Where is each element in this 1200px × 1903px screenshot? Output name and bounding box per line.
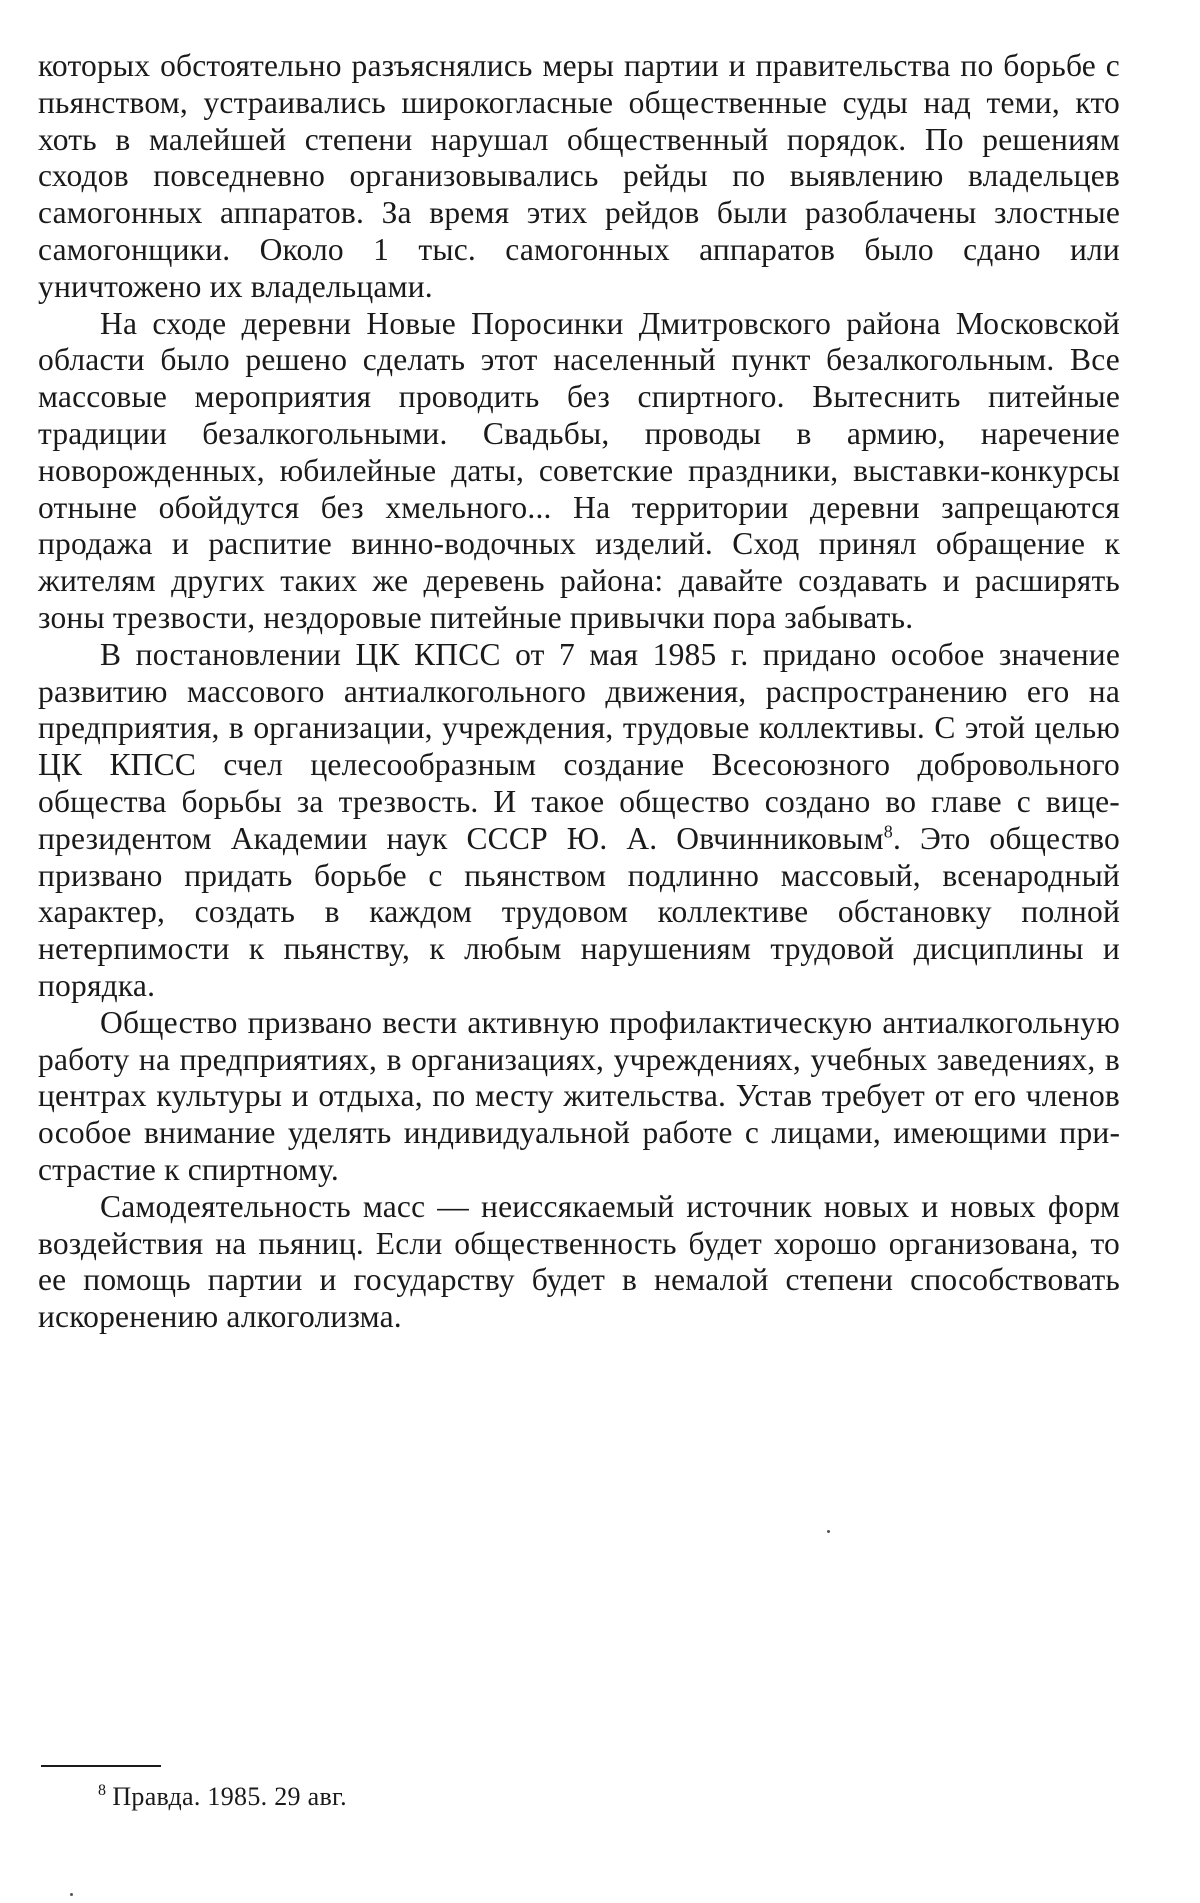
footnote-mark: 8 bbox=[98, 1782, 107, 1800]
footnote bbox=[98, 1782, 347, 1812]
paragraph-2: На сходе деревни Новые Поросинки Дмитровского района Московской области было решено сделать этот населенный пункт безалкогольным. Все массовые мероприятия проводить без спиртного. Вытеснить питейные традиции безалкогольными. Свадьбы, проводы в армию, наречение новорожденных, юбилейные даты, советские праздники, выставки-конкурсы отныне обойдутся без хмельного... На территории деревни запрещаются продажа и распитие винно-водочных изделий. Сход принял обращение к жителям других таких же деревень района: давайте создавать и расширять зоны трезвости, нездоровые питейные привычки пора забывать. bbox=[38, 305, 1120, 635]
footnote-divider bbox=[41, 1765, 161, 1767]
print-speck bbox=[70, 1893, 73, 1896]
paragraph-1: которых обстоятельно разъяснялись меры партии и правительства по борьбе с пьянством, устраивались широкогласные общественные суды над теми, кто хоть в малейшей степени нарушал общественный порядок. По решениям сходов повседневно организовывались рейды по выявлению владельцев самогонных аппаратов. За время этих рейдов были разоблачены злостные самогонщики. Около 1 тыс. самогонных аппаратов было сдано или уничтожено их владельцами. bbox=[38, 48, 1120, 304]
footnote-text: Правда. 1985. 29 авг. bbox=[112, 1782, 347, 1811]
paragraph-3 bbox=[38, 637, 1120, 1005]
paragraph-3-text-after: . Это общество призвано придать борьбе с пьянством подлинно массовый, всенародный характер, создать в каждом трудовом коллективе обстановку полной нетерпимости к пьянству, к любым нарушениям трудовой дисциплины и порядка. bbox=[38, 820, 1120, 1003]
footnote-reference[interactable]: 8 bbox=[883, 821, 893, 842]
print-speck bbox=[827, 1530, 830, 1533]
paragraph-3-text-before: В постановлении ЦК КПСС от 7 мая 1985 г. придано особое значение развитию массового антиалкогольного движения, распространению его на предприятия, в организации, учреждения, трудовые коллективы. С этой целью ЦК КПСС счел целесообразным создание Всесоюзного добровольного общества борьбы за трезвость. И такое общество создано во главе с вице-президентом Академии наук СССР Ю. А. Овчинниковым bbox=[38, 636, 1120, 856]
page-body bbox=[38, 48, 1120, 1336]
paragraph-5: Самодеятельность масс — неиссякаемый источник новых и новых форм воздействия на пьяниц. Если общественность будет хорошо организована, то ее помощь партии и государству будет в немалой степени способствовать искоренению алкоголизма. bbox=[38, 1188, 1120, 1335]
paragraph-4: Общество призвано вести активную профилактическую антиалкогольную работу на предприятиях, в организациях, учреждениях, учебных заведениях, в центрах культуры и отдыха, по месту жительства. Устав требует от его членов особое внимание уделять индивидуальной работе с лицами, имеющими пристрастие к спиртному. bbox=[38, 1004, 1120, 1187]
